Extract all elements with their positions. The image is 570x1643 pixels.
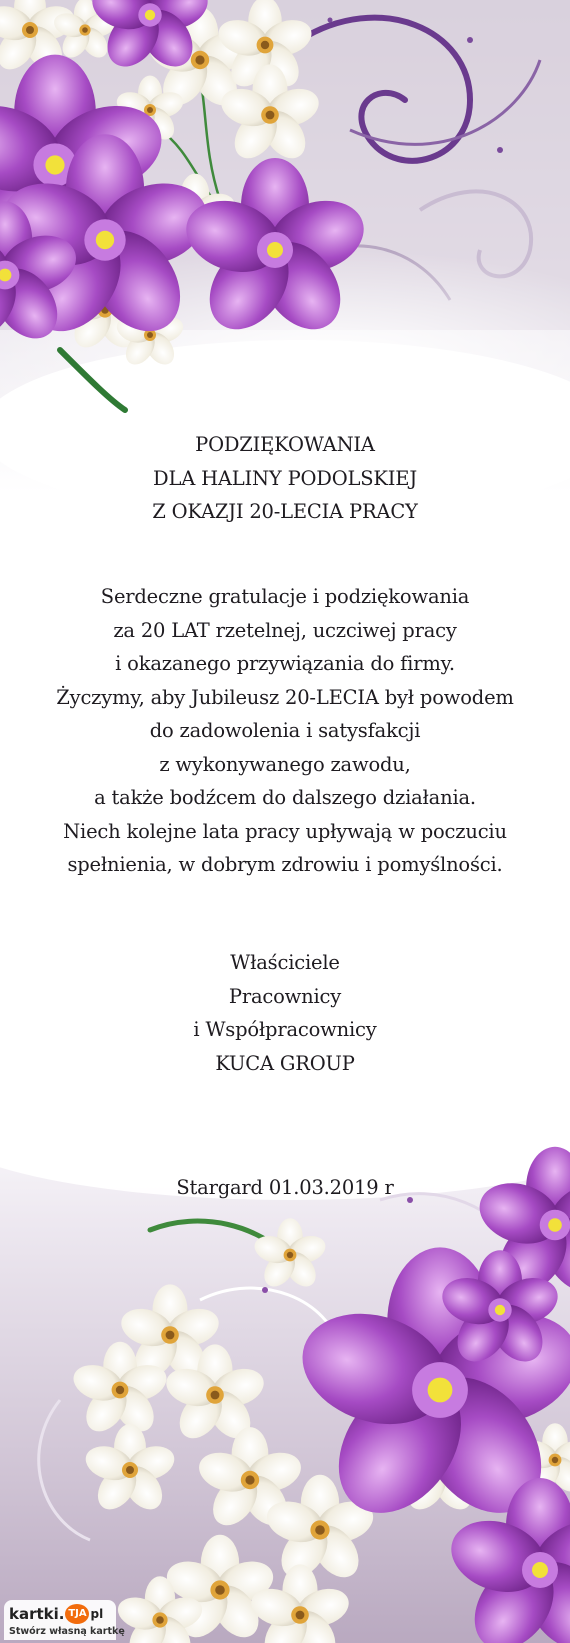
kartki-logo-link[interactable] [4, 1600, 125, 1640]
title-line: Z OKAZJI 20-LECIA PRACY [152, 500, 418, 523]
place-date: Stargard 01.03.2019 r [176, 1176, 394, 1199]
logo-brand-right: pl [90, 1607, 104, 1621]
signature-line: KUCA GROUP [215, 1051, 355, 1075]
card-title [0, 428, 570, 529]
logo-tagline: Stwórz własną kartkę [9, 1626, 125, 1637]
logo-badge-icon: TJA [65, 1604, 89, 1624]
message-line: i okazanego przywiązania do firmy. [115, 652, 455, 675]
logo-brand-left: kartki. [9, 1605, 65, 1623]
signature-line: Właściciele [230, 951, 340, 974]
card-place-date [0, 1171, 570, 1205]
message-line: spełnienia, w dobrym zdrowiu i pomyślności. [67, 853, 503, 876]
signature-line: Pracownicy [228, 984, 342, 1008]
message-line: do zadowolenia i satysfakcji [149, 719, 421, 742]
message-line: Życzymy, aby Jubileusz 20-LECIA był powodem [56, 685, 514, 709]
message-line: Serdeczne gratulacje i podziękowania [100, 585, 470, 608]
card-signature [0, 946, 570, 1080]
logo-wordmark [9, 1603, 103, 1625]
title-line: PODZIĘKOWANIA [195, 433, 375, 456]
message-line: za 20 LAT rzetelnej, uczciwej pracy [113, 618, 457, 642]
message-line: Niech kolejne lata pracy upływają w poczuciu [63, 819, 507, 843]
title-line: DLA HALINY PODOLSKIEJ [153, 466, 417, 490]
signature-line: i Współpracownicy [193, 1018, 377, 1041]
card-message [0, 580, 570, 882]
message-line: a także bodźcem do dalszego działania. [94, 786, 476, 809]
message-line: z wykonywanego zawodu, [159, 752, 411, 776]
